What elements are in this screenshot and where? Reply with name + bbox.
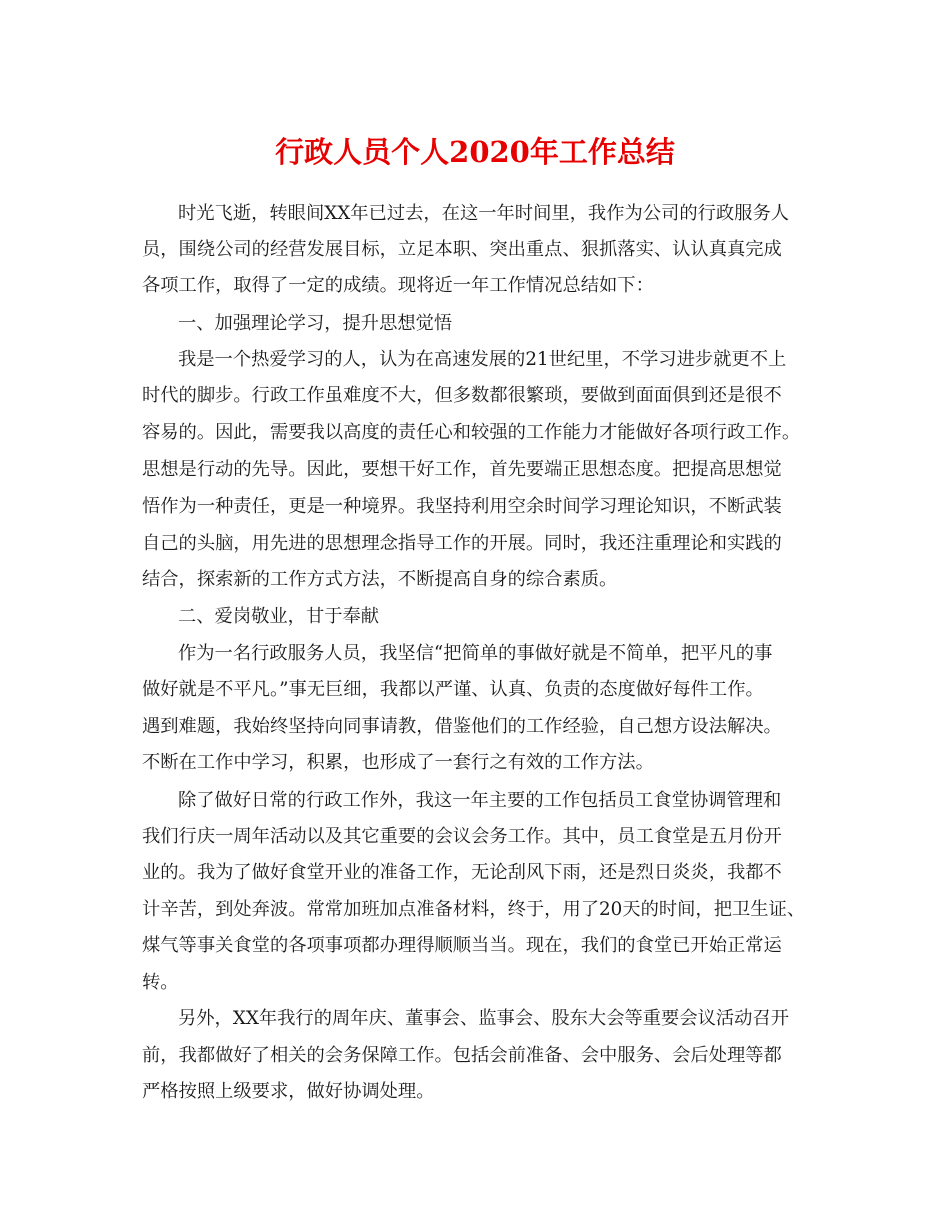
section-heading: 一、加强理论学习，提升思想觉悟 bbox=[178, 313, 453, 334]
section-heading: 二、爱岗敬业，甘于奉献 bbox=[178, 606, 380, 627]
paragraph-line: 计辛苦，到处奔波。常常加班加点准备材料，终于，用了20天的时间，把卫生证、 bbox=[142, 899, 806, 920]
paragraph-line: 员，围绕公司的经营发展目标，立足本职、突出重点、狠抓落实、认认真真完成 bbox=[142, 239, 782, 260]
paragraph-line: 前，我都做好了相关的会务保障工作。包括会前准备、会中服务、会后处理等都 bbox=[142, 1045, 782, 1066]
paragraph-line: 容易的。因此，需要我以高度的责任心和较强的工作能力才能做好各项行政工作。 bbox=[142, 422, 801, 443]
paragraph-line: 我是一个热爱学习的人，认为在高速发展的21世纪里，不学习进步就更不上 bbox=[178, 349, 787, 370]
paragraph-line: 自己的头脑，用先进的思想理念指导工作的开展。同时，我还注重理论和实践的 bbox=[142, 533, 782, 554]
paragraph-line: 不断在工作中学习，积累，也形成了一套行之有效的工作方法。 bbox=[142, 752, 654, 773]
paragraph-line: 另外，XX年我行的周年庆、董事会、监事会、股东大会等重要会议活动召开 bbox=[178, 1008, 790, 1029]
paragraph-line: 时光飞逝，转眼间XX年已过去，在这一年时间里，我作为公司的行政服务人 bbox=[178, 203, 790, 224]
paragraph-line: 业的。我为了做好食堂开业的准备工作，无论刮风下雨，还是烈日炎炎，我都不 bbox=[142, 862, 782, 883]
paragraph-line: 严格按照上级要求，做好协调处理。 bbox=[142, 1081, 435, 1102]
paragraph-line: 时代的脚步。行政工作虽难度不大，但多数都很繁琐，要做到面面俱到还是很不 bbox=[142, 385, 782, 406]
paragraph-line: 悟作为一种责任，更是一种境界。我坚持利用空余时间学习理论知识，不断武装 bbox=[142, 496, 782, 517]
paragraph-line: 做好就是不平凡。”事无巨细，我都以严谨、认真、负责的态度做好每件工作。 bbox=[142, 679, 764, 700]
paragraph-line: 煤气等事关食堂的各项事项都办理得顺顺当当。现在，我们的食堂已开始正常运 bbox=[142, 935, 782, 956]
paragraph-line: 思想是行动的先导。因此，要想干好工作，首先要端正思想态度。把提高思想觉 bbox=[142, 459, 782, 480]
document-title: 行政人员个人2020年工作总结 bbox=[275, 135, 675, 169]
paragraph-line: 我们行庆一周年活动以及其它重要的会议会务工作。其中，员工食堂是五月份开 bbox=[142, 826, 782, 847]
paragraph-line: 结合，探索新的工作方式方法，不断提高自身的综合素质。 bbox=[142, 569, 618, 590]
paragraph-line: 各项工作，取得了一定的成绩。现将近一年工作情况总结如下： bbox=[142, 275, 654, 296]
paragraph-line: 作为一名行政服务人员，我坚信“把简单的事做好就是不简单，把平凡的事 bbox=[178, 643, 773, 664]
paragraph-line: 遇到难题，我始终坚持向同事请教，借鉴他们的工作经验，自己想方设法解决。 bbox=[142, 716, 782, 737]
paragraph-line: 除了做好日常的行政工作外，我这一年主要的工作包括员工食堂协调管理和 bbox=[178, 790, 782, 811]
paragraph-line: 转。 bbox=[142, 972, 179, 993]
